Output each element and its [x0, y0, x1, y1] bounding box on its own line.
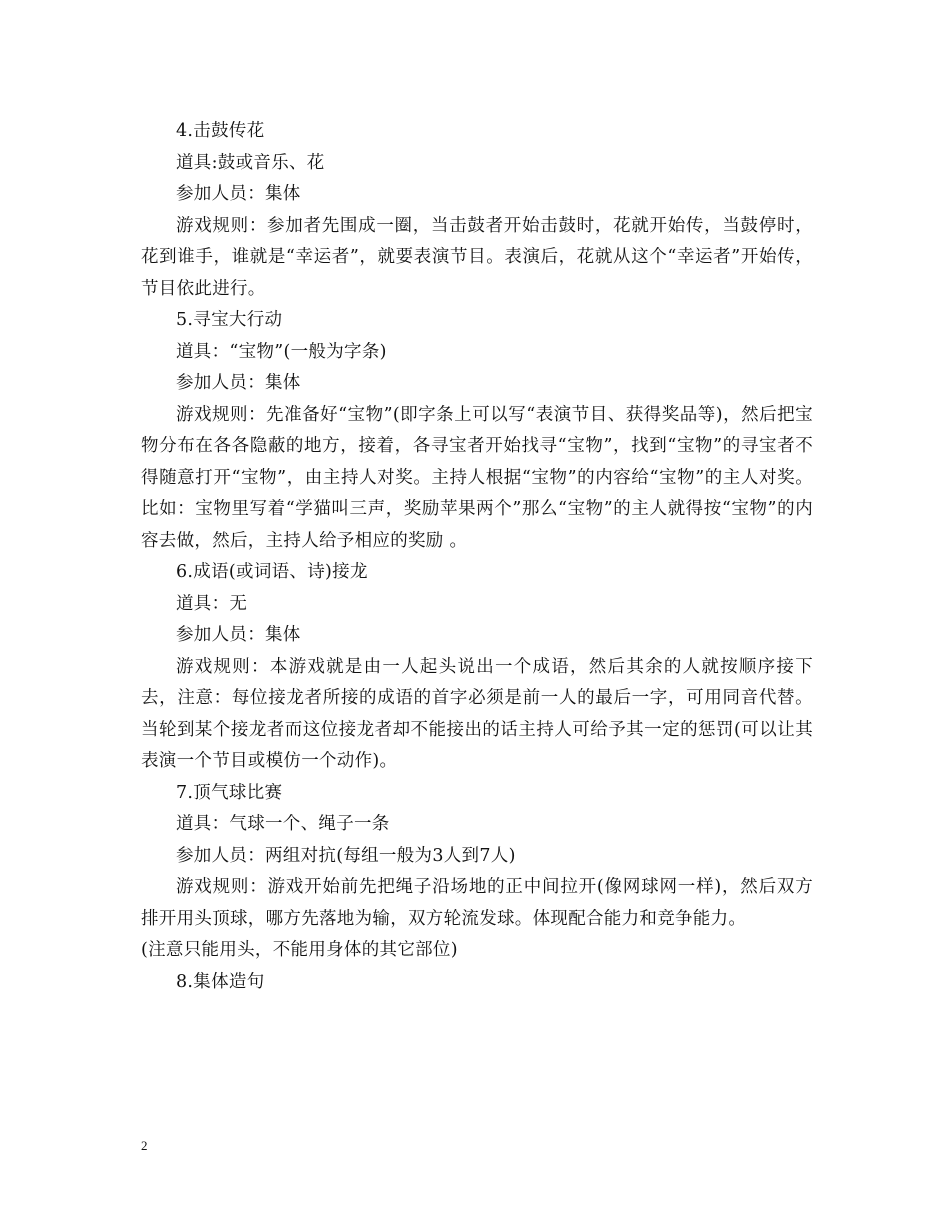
- page-content: [141, 116, 813, 998]
- section-game-8: [141, 967, 813, 999]
- section-heading: 5.寻宝大行动: [176, 310, 283, 330]
- section-heading: 8.集体造句: [176, 971, 265, 992]
- participants-line: 参加人员：集体: [176, 184, 301, 204]
- section-heading: 7.顶气球比赛: [176, 782, 283, 803]
- section-game-5: [141, 305, 813, 557]
- rules-paragraph: 游戏规则：参加者先围成一圈，当击鼓者开始击鼓时，花就开始传，当鼓停时，花到谁手，谁就是“幸运者”，就要表演节目。表演后，花就从这个“幸运者”开始传，节目依此进行。: [141, 215, 813, 299]
- section-game-7: [141, 778, 813, 967]
- props-line: 道具:鼓或音乐、花: [176, 152, 325, 173]
- note-paragraph: (注意只能用头，不能用身体的其它部位): [141, 940, 458, 960]
- rules-paragraph: 游戏规则：先准备好“宝物”(即字条上可以写“表演节目、获得奖品等)，然后把宝物分布在各各隐蔽的地方，接着，各寻宝者开始找寻“宝物”，找到“宝物”的寻宝者不得随意打开“宝物”，由主持人对奖。主持人根据“宝物”的内容给“宝物”的主人对奖。比如：宝物里写着“学猫叫三声，奖励苹果两个”那么“宝物”的主人就得按“宝物”的内容去做，然后，主持人给予相应的奖励 。: [141, 404, 813, 551]
- section-heading: 4.击鼓传花: [176, 121, 265, 141]
- participants-line: 参加人员：集体: [176, 625, 301, 645]
- props-line: 道具：无: [176, 593, 248, 614]
- section-game-6: [141, 557, 813, 778]
- section-heading: 6.成语(或词语、诗)接龙: [176, 562, 368, 582]
- section-game-4: [141, 116, 813, 305]
- props-line: 道具：“宝物”(一般为字条): [176, 341, 387, 362]
- participants-line: 参加人员：集体: [176, 373, 301, 393]
- rules-paragraph: 游戏规则：本游戏就是由一人起头说出一个成语，然后其余的人就按顺序接下去，注意：每位接龙者所接的成语的首字必须是前一人的最后一字，可用同音代替。当轮到某个接龙者而这位接龙者却不能接出的话主持人可给予其一定的惩罚(可以让其表演一个节目或模仿一个动作)。: [141, 656, 813, 771]
- rules-paragraph: 游戏规则：游戏开始前先把绳子沿场地的正中间拉开(像网球网一样)，然后双方排开用头顶球，哪方先落地为输，双方轮流发球。体现配合能力和竞争能力。: [141, 877, 813, 929]
- page-number: 2: [141, 1138, 148, 1153]
- props-line: 道具：气球一个、绳子一条: [176, 814, 390, 834]
- participants-line: 参加人员：两组对抗(每组一般为3人到7人): [176, 845, 516, 866]
